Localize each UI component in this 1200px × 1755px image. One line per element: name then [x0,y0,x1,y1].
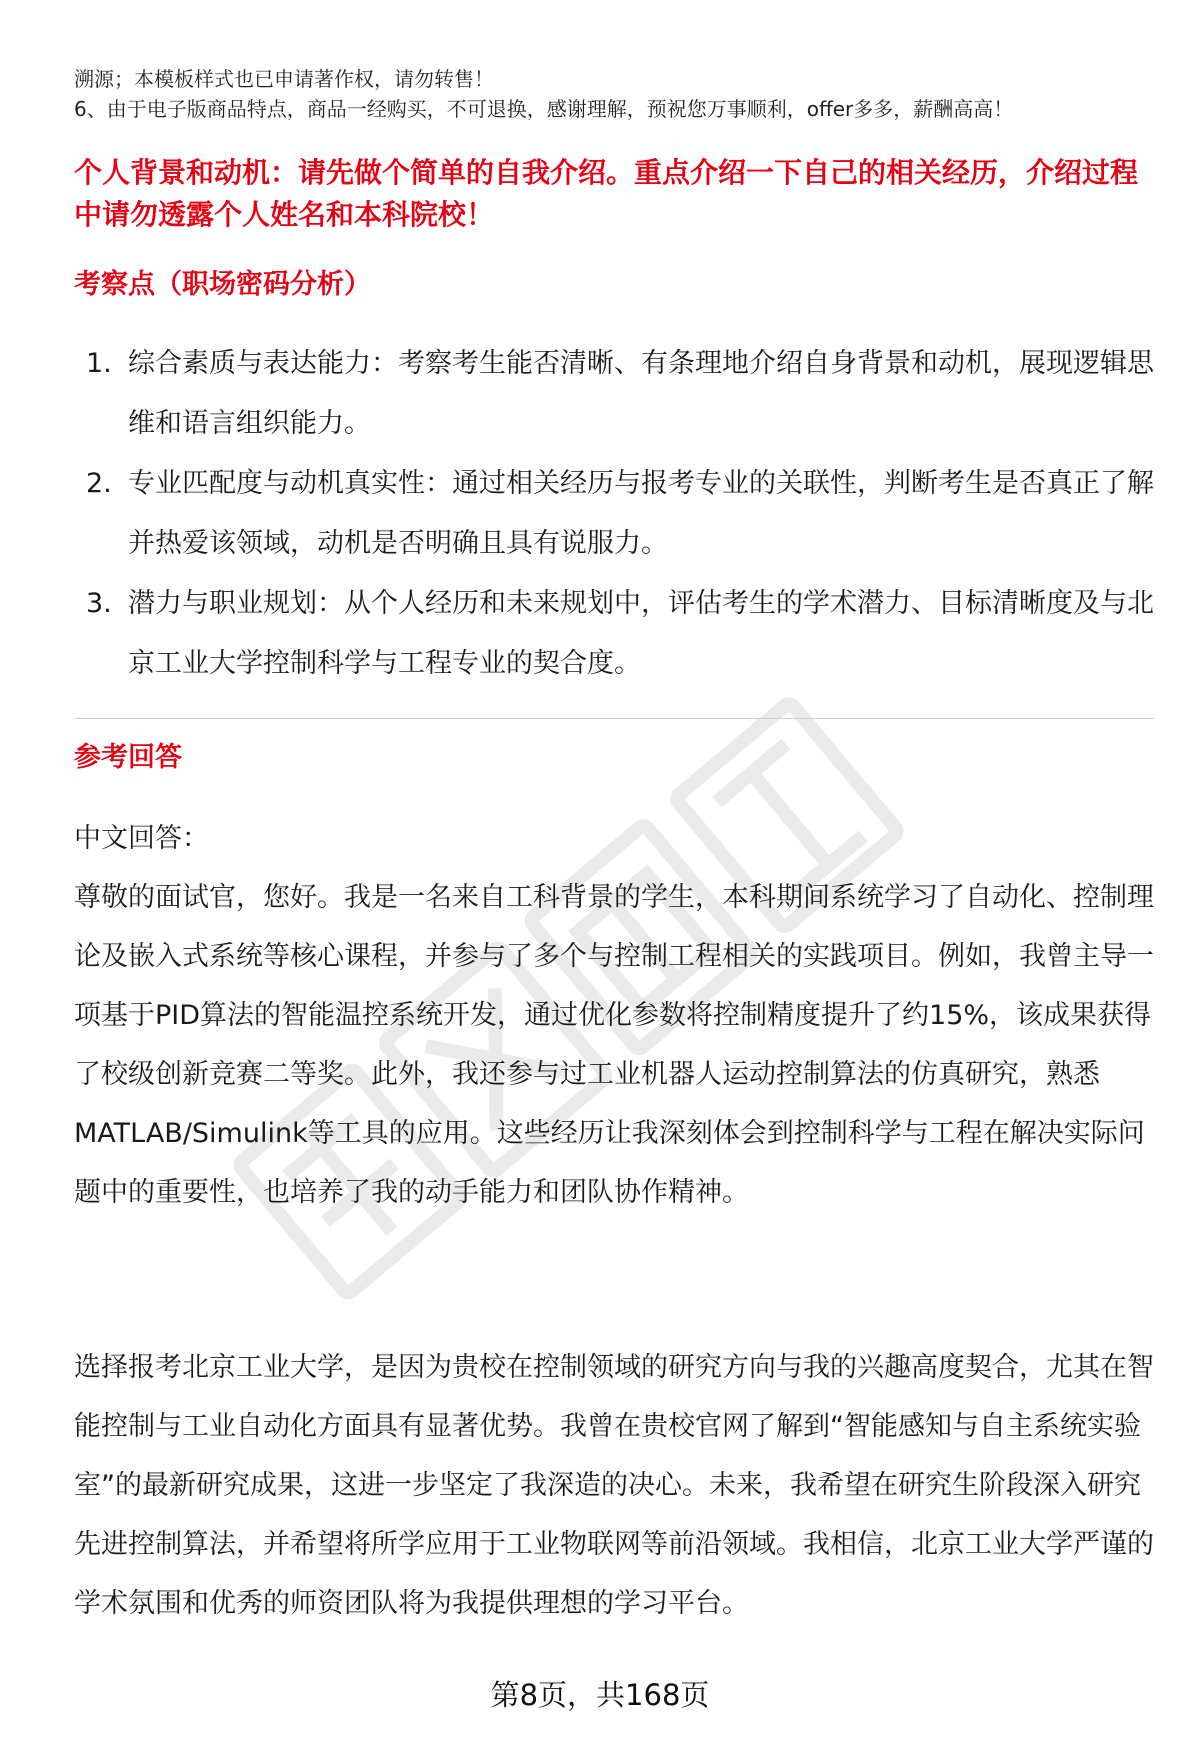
list-item-text: 潜力与职业规划：从个人经历和未来规划中，评估考生的学术潜力、目标清晰度及与北京工业大学控制科学与工程专业的契合度。 [128,588,1154,679]
list-item-text: 综合素质与表达能力：考察考生能否清晰、有条理地介绍自身背景和动机，展现逻辑思维和语言组织能力。 [128,348,1154,439]
list-item-number: 1. [86,348,112,379]
analysis-points-list [74,334,1154,694]
answer-heading: 参考回答 [74,742,182,773]
answer-paragraph-1: 尊敬的面试官，您好。我是一名来自工科背景的学生，本科期间系统学习了自动化、控制理论及嵌入式系统等核心课程，并参与了多个与控制工程相关的实践项目。例如，我曾主导一项基于PID算法的智能温控系统开发，通过优化参数将控制精度提升了约15%，该成果获得了校级创新竞赛二等奖。此外，我还参与过工业机器人运动控制算法的仿真研究，熟悉MATLAB/Simulink等工具的应用。这些经历让我深刻体会到控制科学与工程在解决实际问题中的重要性，也培养了我的动手能力和团队协作精神。 [74,882,1154,1208]
list-item-number: 2. [86,468,112,499]
question-heading: 个人背景和动机：请先做个简单的自我介绍。重点介绍一下自己的相关经历，介绍过程中请勿透露个人姓名和本科院校！ [74,156,1139,231]
notice-line-1: 溯源；本模板样式也已申请著作权，请勿转售！ [74,67,494,91]
page-number-footer: 第8页，共168页 [490,1678,710,1712]
section-divider [74,718,1154,719]
answer-paragraph-2: 选择报考北京工业大学，是因为贵校在控制领域的研究方向与我的兴趣高度契合，尤其在智能控制与工业自动化方面具有显著优势。我曾在贵校官网了解到“智能感知与自主系统实验室”的最新研究成果，这进一步坚定了我深造的决心。未来，我希望在研究生阶段深入研究先进控制算法，并希望将所学应用于工业物联网等前沿领域。我相信，北京工业大学严谨的学术氛围和优秀的师资团队将为我提供理想的学习平台。 [74,1352,1154,1619]
list-item [74,574,1154,694]
notice-line-2: 6、由于电子版商品特点，商品一经购买，不可退换，感谢理解，预祝您万事顺利，offer多多，薪酬高高！ [74,97,1014,121]
answer-label: 中文回答： [74,823,209,854]
analysis-heading: 考察点（职场密码分析） [74,269,371,300]
list-item-text: 专业匹配度与动机真实性：通过相关经历与报考专业的关联性，判断考生是否真正了解并热爱该领域，动机是否明确且具有说服力。 [128,468,1154,559]
list-item [74,454,1154,574]
list-item-number: 3. [86,588,112,619]
list-item [74,334,1154,454]
